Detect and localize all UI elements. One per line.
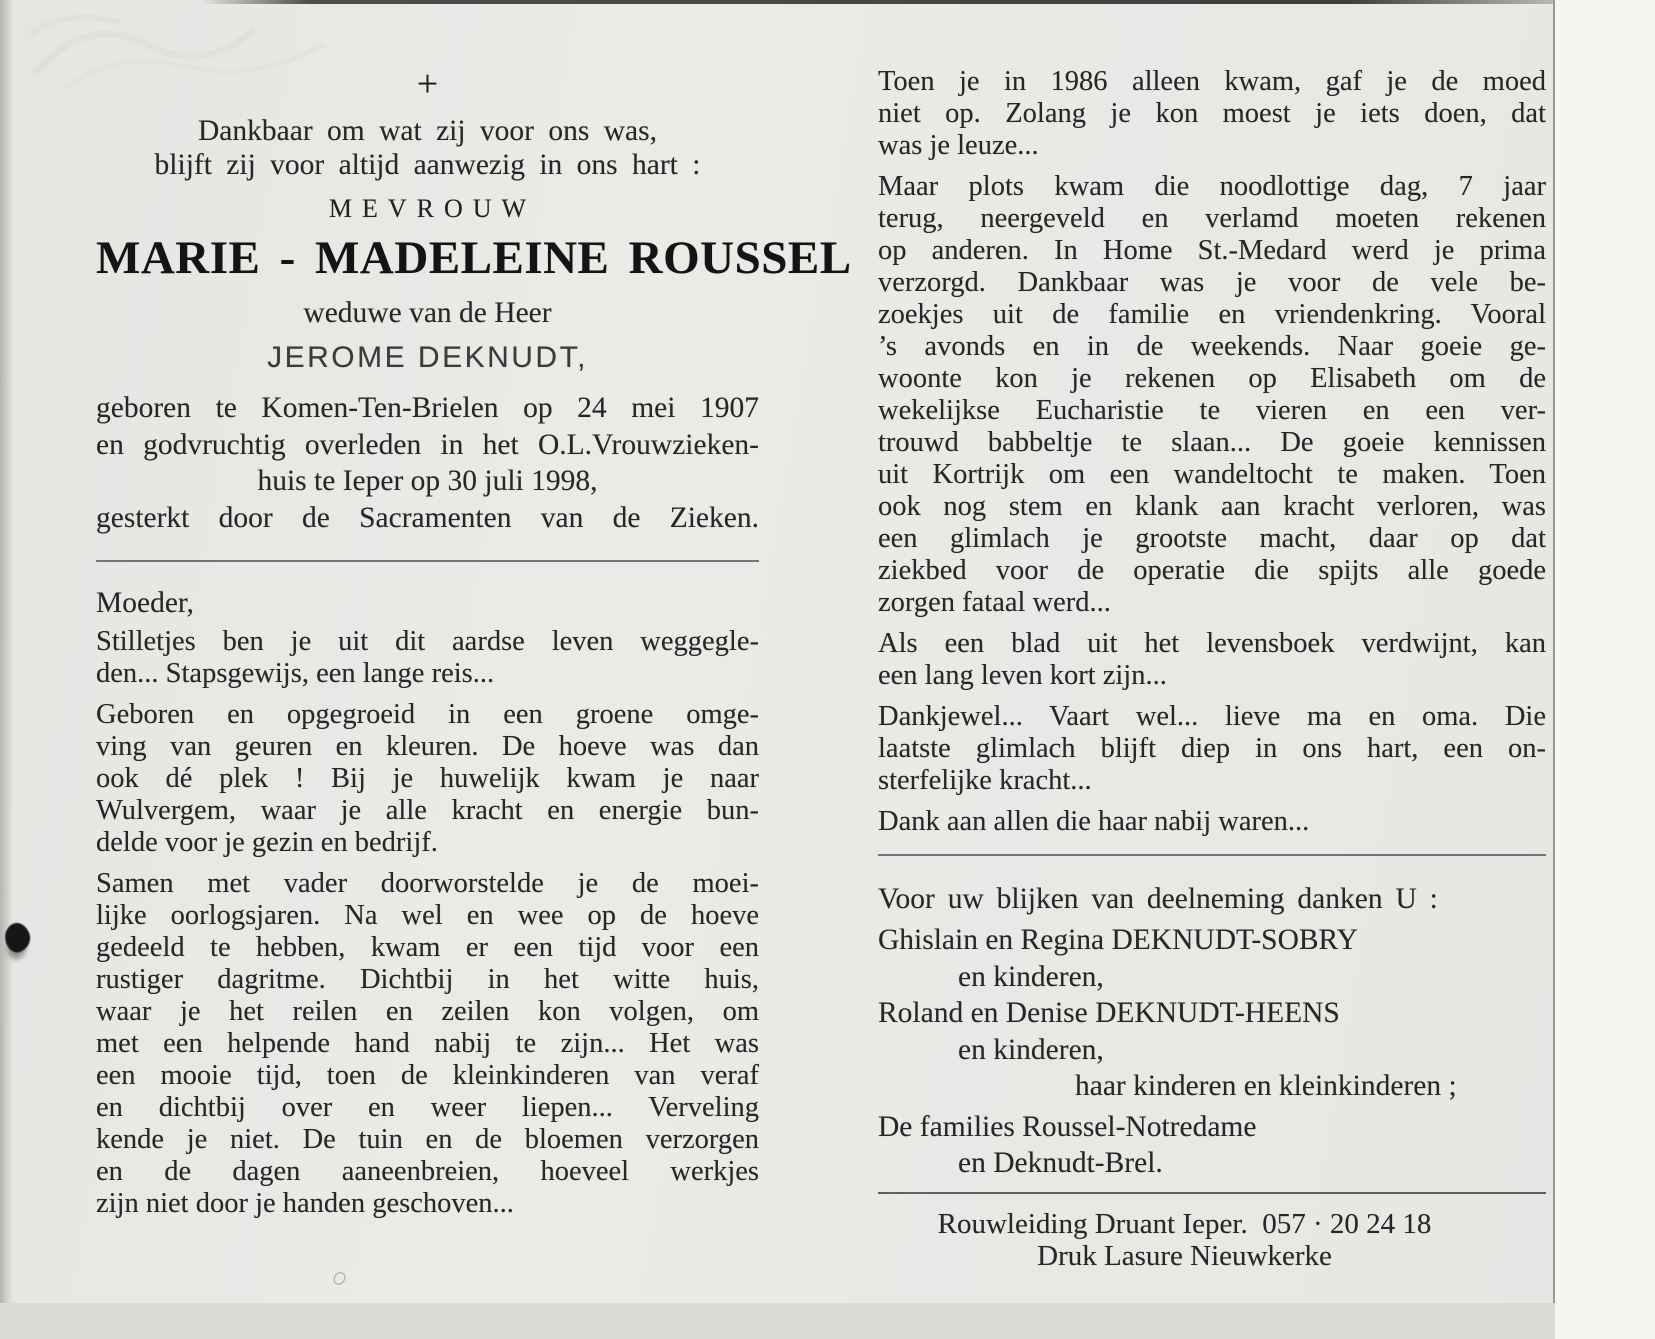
divider-right-upper <box>878 854 1546 856</box>
acknowledgement-line: Ghislain en Regina DEKNUDT-SOBRY <box>878 924 1358 956</box>
text-line: Druk Lasure Nieuwkerke <box>1037 1239 1332 1272</box>
honorific: MEVROUW <box>328 194 537 223</box>
text-line: ook nog stem en klank aan kracht verloren, was <box>878 491 1546 522</box>
acknowledgement-line: en kinderen, <box>958 1033 1104 1066</box>
paragraph <box>878 806 1546 838</box>
acknowledgement-line: en Deknudt-Brel. <box>958 1147 1163 1179</box>
text-line: Maar plots kwam die noodlottige dag, 7 jaar <box>878 171 1546 202</box>
text-line: delde voor je gezin en bedrijf. <box>96 827 438 858</box>
text-line: was je leuze... <box>878 130 1039 161</box>
text-line: wekelijkse Eucharistie te vieren en een ver- <box>878 395 1546 426</box>
text-line: Samen met vader doorworstelde je de moei- <box>96 868 759 899</box>
text-line: Dankjewel... Vaart wel... lieve ma en oma. Die <box>878 701 1546 732</box>
text-line: laatste glimlach blijft diep in ons hart, een on- <box>878 733 1546 764</box>
text-line: met een helpende hand nabij te zijn... Het was <box>96 1028 759 1059</box>
right-page <box>878 0 1546 1272</box>
birth-death-details <box>96 390 759 536</box>
text-line: rustiger dagritme. Dichtbij in het witte huis, <box>96 964 759 995</box>
text-line: trouwd babbeltje te slaan... De goeie kennissen <box>878 427 1546 458</box>
paragraph <box>96 626 759 690</box>
text-line: terug, neergeveld en verlamd moeten rekenen <box>878 203 1546 234</box>
left-page <box>96 0 852 1220</box>
text-line: zorgen fataal werd... <box>878 587 1111 618</box>
text-line: Geboren en opgegroeid in een groene omge- <box>96 699 759 730</box>
text-line: ook dé plek ! Bij je huwelijk kwam je naar <box>96 763 759 794</box>
text-line: Dank aan allen die haar nabij waren... <box>878 806 1310 837</box>
text-line: op anderen. In Home St.-Medard werd je prima <box>878 235 1546 266</box>
birth-line: geboren te Komen-Ten-Brielen op 24 mei 1907 <box>96 392 759 424</box>
cross-icon: + <box>416 63 439 105</box>
text-line: een mooie tijd, toen de kleinkinderen van veraf <box>96 1060 759 1091</box>
text-line: Wulvergem, waar je alle kracht en energie bun- <box>96 795 759 826</box>
text-line: en de dagen aaneenbreien, hoeveel werkjes <box>96 1156 759 1187</box>
right-body-text <box>878 66 1546 838</box>
text-line: ’s avonds en in de weekends. Naar goeie ge- <box>878 331 1546 362</box>
text-line: zijn niet door je handen geschoven... <box>96 1188 514 1219</box>
text-line: ving van geuren en kleuren. De hoeve was dan <box>96 731 759 762</box>
text-line: ziekbed voor de operatie die spijts alle goede <box>878 555 1546 586</box>
paragraph <box>96 868 759 1220</box>
divider-left <box>96 560 759 562</box>
text-line: en dichtbij over en weer liepen... Verveling <box>96 1092 759 1123</box>
spouse-name: JEROME DEKNUDT, <box>267 341 588 374</box>
acknowledgement-names <box>878 922 1546 1182</box>
text-line: verzorgd. Dankbaar was je voor de vele be- <box>878 267 1546 298</box>
funeral-home-imprint <box>878 1208 1546 1272</box>
acknowledgement-line: Roland en Denise DEKNUDT-HEENS <box>878 997 1340 1029</box>
paragraph <box>878 171 1546 619</box>
text-line: waar je het reilen en zeilen kon volgen, om <box>96 996 759 1027</box>
scan-speck-artifact <box>332 1270 347 1286</box>
text-line: niet op. Zolang je kon moest je iets doen, dat <box>878 98 1546 129</box>
text-line: Toen je in 1986 alleen kwam, gaf je de moed <box>878 66 1546 97</box>
deceased-name: MARIE - MADELEINE ROUSSEL <box>96 232 852 284</box>
paragraph <box>96 699 759 859</box>
text-line: kende je niet. De tuin en de bloemen verzorgen <box>96 1124 759 1155</box>
text-line: Als een blad uit het levensboek verdwijnt, kan <box>878 628 1546 659</box>
text-line: den... Stapsgewijs, een lange reis... <box>96 658 495 689</box>
death-line-1: en godvruchtig overleden in het O.L.Vrouwzieken- <box>96 428 759 461</box>
salutation: Moeder, <box>96 587 194 619</box>
text-line: blijft zij voor altijd aanwezig in ons hart : <box>154 149 701 181</box>
scanner-margin-right <box>1553 0 1655 1339</box>
death-line-2: huis te Ieper op 30 juli 1998, <box>257 465 598 497</box>
text-line: gedeeld te hebben, kwam er een tijd voor een <box>96 932 759 963</box>
left-body-text <box>96 626 759 1220</box>
text-line: lijke oorlogsjaren. Na wel en wee op de hoeve <box>96 900 759 931</box>
text-line: een lang leven kort zijn... <box>878 660 1167 691</box>
scan-left-edge <box>0 0 13 1339</box>
text-line: Dankbaar om wat zij voor ons was, <box>198 115 657 147</box>
text-line: zoekjes uit de familie en vriendenkring. Vooral <box>878 299 1546 330</box>
acknowledgement-line: en kinderen, <box>958 960 1104 993</box>
paragraph <box>878 66 1546 162</box>
text-line: Rouwleiding Druant Ieper. 057 · 20 24 18 <box>937 1207 1432 1240</box>
dedication-lines <box>96 114 759 182</box>
text-line: uit Kortrijk om een wandeltocht te maken. Toen <box>878 459 1546 490</box>
text-line: Stilletjes ben je uit dit aardse leven weggegle- <box>96 626 759 657</box>
paragraph <box>878 628 1546 692</box>
divider-right-lower <box>878 1192 1546 1194</box>
text-line: een glimlach je grootste macht, daar op dat <box>878 523 1546 554</box>
relation-line: weduwe van de Heer <box>303 297 552 329</box>
scanner-margin-bottom <box>0 1303 1555 1339</box>
paragraph <box>878 701 1546 797</box>
text-line: sterfelijke kracht... <box>878 765 1092 796</box>
acknowledgement-line: haar kinderen en kleinkinderen ; <box>1075 1070 1457 1102</box>
acknowledgement-heading: Voor uw blijken van deelneming danken U : <box>878 883 1438 915</box>
acknowledgement-line: De families Roussel-Notredame <box>878 1110 1257 1143</box>
sacraments-line: gesterkt door de Sacramenten van de Zieken. <box>96 501 759 534</box>
text-line: woonte kon je rekenen op Elisabeth om de <box>878 363 1546 394</box>
